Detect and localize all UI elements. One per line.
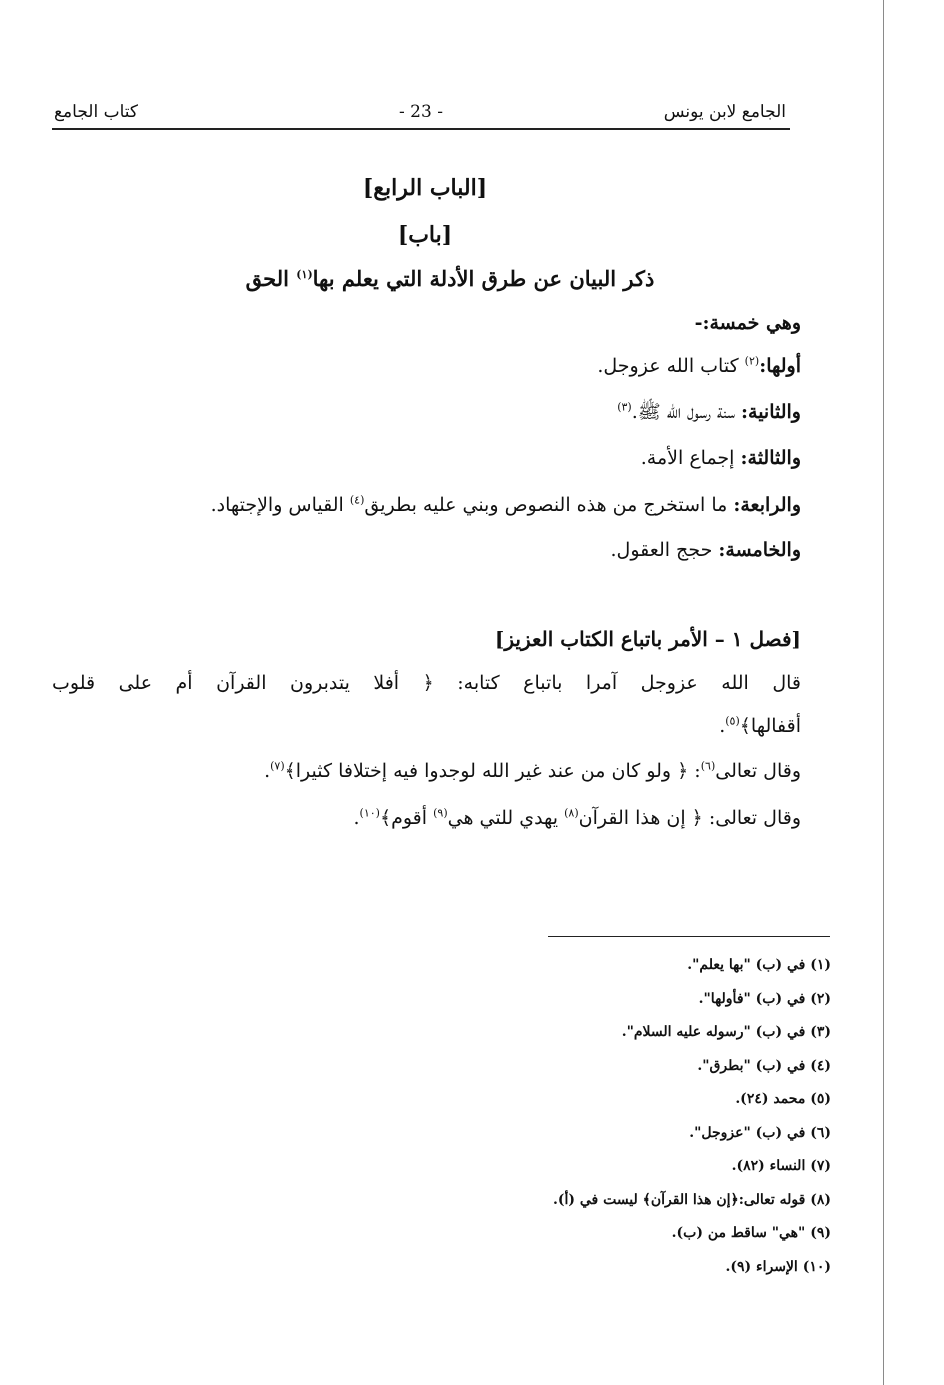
running-header: [52, 98, 790, 130]
footnote: (٩) "هي" ساقط من (ب).: [671, 1225, 831, 1241]
page-number: - 23 -: [399, 102, 443, 122]
item-label: أولها:: [759, 355, 801, 377]
chapter-heading: [باب]: [397, 222, 453, 248]
quote-1-line-2: أقفالها﴾$^{(٥)}$.: [719, 714, 801, 737]
quote-text: : ﴿ ولو كان من عند غير الله لوجدوا فيه إختلافا كثيرا﴾: [284, 760, 701, 782]
intro-text: وهي خمسة:-: [694, 312, 801, 334]
item-text: إجماع الأمة.: [640, 447, 741, 469]
item-2: [617, 400, 801, 428]
item-3: [641, 447, 801, 469]
item-5: [611, 539, 801, 561]
item-text: حجج العقول.: [610, 539, 719, 561]
footnote-ref: (٩): [433, 806, 448, 820]
footnote-ref: (٧): [270, 759, 285, 773]
footnotes: [231, 955, 831, 1290]
footnote-ref: (١): [296, 268, 313, 281]
book-title: الجامع لابن يونس: [663, 102, 786, 122]
item-text-end: القياس والإجتهاد.: [210, 494, 350, 516]
item-text: كتاب الله عزوجل.: [597, 355, 745, 377]
item-1: [597, 355, 801, 377]
title-text-end: الحق: [245, 266, 297, 291]
footnote: (١) في (ب) "بها يعلم".: [687, 957, 831, 973]
quote-text: أقوم﴾: [379, 807, 434, 829]
page-edge-line: [883, 0, 884, 1385]
quote-text: أقفالها﴾: [739, 715, 801, 737]
item-label: والخامسة:: [718, 539, 801, 561]
footnote-ref: (٥): [725, 714, 740, 728]
footnote: (٨) قوله تعالى:﴿إن هذا القرآن﴾ ليست في (أ).: [552, 1191, 831, 1208]
part-heading: [الباب الرابع]: [362, 175, 488, 201]
quote-text: يهدي للتي هي: [447, 807, 565, 829]
chapter-title: [160, 266, 740, 291]
footnote: (١٠) الإسراء (٩).: [725, 1258, 831, 1275]
footnote: (٢) في (ب) "فأولها".: [698, 990, 831, 1007]
footnote: (٤) في (ب) "بطرق".: [697, 1057, 831, 1074]
quote-text: وقال تعالى: ﴿ إن هذا القرآن: [578, 807, 801, 829]
quote-3: وقال تعالى: ﴿ إن هذا القرآن$^{(٨)}$ يهدي للتي هي$^{(٩)}$ أقوم﴾$^{(١٠)}$.: [353, 806, 801, 829]
footnote: (٥) محمد (٢٤).: [735, 1091, 831, 1107]
item-text: ما استخرج من هذه النصوص وبني عليه بطريق: [364, 494, 734, 516]
intro-line: [695, 312, 801, 334]
footnote-ref: (٨): [564, 806, 579, 820]
quote-1-line-1: قال الله عزوجل آمرا باتباع كتابه: ﴿ أفلا يتدبرون القرآن أم على قلوب: [52, 672, 801, 694]
quote-2: وقال تعالى$^{(٦)}$: ﴿ ولو كان من عند غير الله لوجدوا فيه إختلافا كثيرا﴾$^{(٧)}$.: [264, 759, 801, 782]
footnote-ref: (٣): [617, 400, 632, 414]
footnote-separator: [548, 936, 830, 937]
item-label: والثانية:: [741, 401, 801, 423]
section-title: [فصل ١ – الأمر باتباع الكتاب العزيز]: [494, 627, 801, 651]
item-label: والرابعة:: [733, 494, 801, 516]
section-name: كتاب الجامع: [54, 102, 139, 122]
footnote: (٧) النساء (٨٢).: [731, 1158, 831, 1174]
footnote: (٣) في (ب) "رسوله عليه السلام".: [621, 1024, 831, 1040]
item-label: والثالثة:: [740, 447, 801, 469]
footnote-ref: (٦): [700, 759, 716, 773]
item-4: [86, 494, 801, 516]
footnote-ref: (٤): [349, 493, 365, 507]
footnote: (٦) في (ب) "عزوجل".: [689, 1124, 831, 1141]
quote-text: وقال تعالى: [715, 760, 801, 782]
footnote-ref: (٢): [744, 354, 760, 368]
title-text: ذكر البيان عن طرق الأدلة التي يعلم بها: [312, 266, 655, 291]
item-text: سنة رسول الله ﷺ.: [631, 401, 741, 423]
footnote-ref: (١٠): [359, 806, 380, 820]
